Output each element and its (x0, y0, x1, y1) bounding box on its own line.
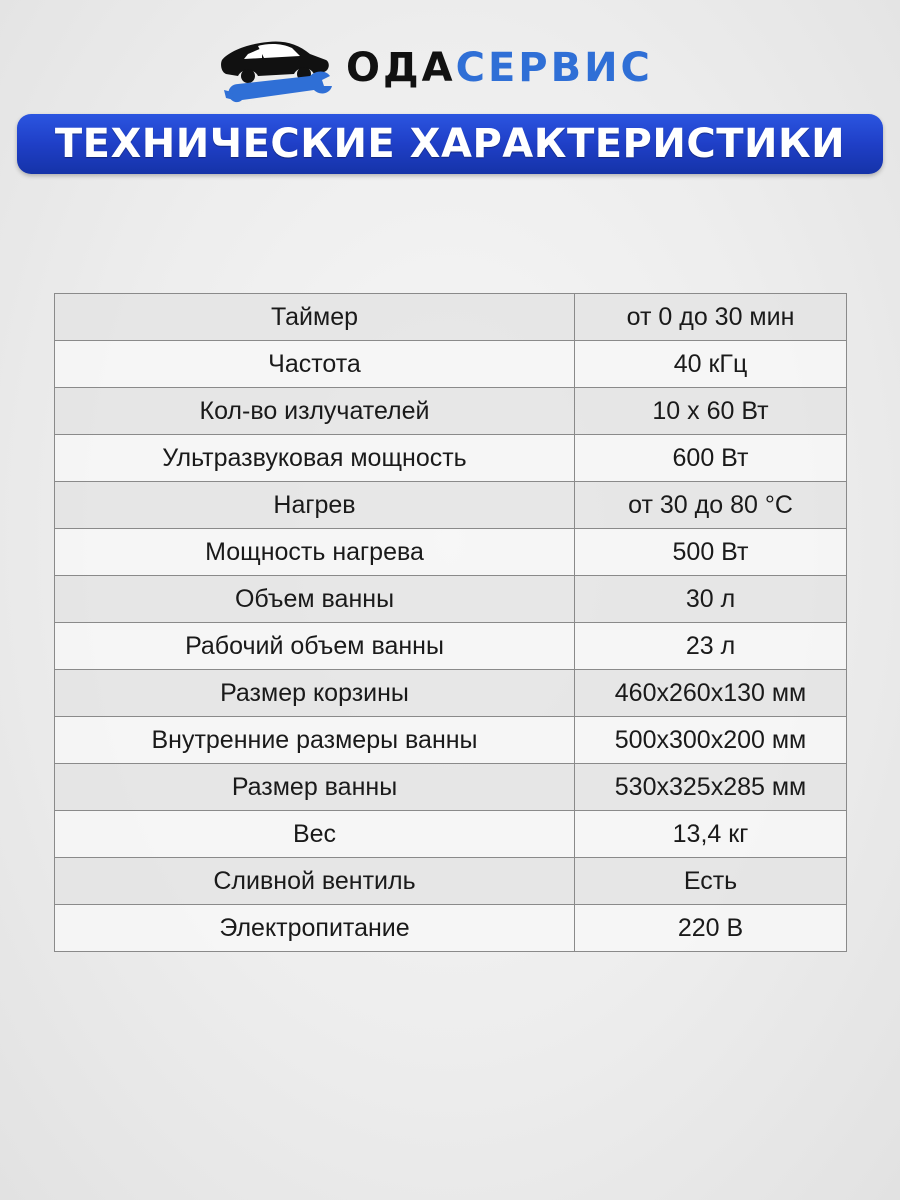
spec-name: Объем ванны (55, 576, 575, 623)
page-title: ТЕХНИЧЕСКИЕ ХАРАКТЕРИСТИКИ (54, 121, 846, 167)
table-row (55, 341, 847, 388)
spec-value: 23 л (575, 623, 847, 670)
spec-value: 600 Вт (575, 435, 847, 482)
spec-value: 500 Вт (575, 529, 847, 576)
table-row (55, 623, 847, 670)
brand-name-blue: СЕРВИС (455, 45, 653, 91)
spec-value: от 0 до 30 мин (575, 294, 847, 341)
spec-name: Таймер (55, 294, 575, 341)
spec-name: Частота (55, 341, 575, 388)
spec-name: Нагрев (55, 482, 575, 529)
brand-name (346, 44, 653, 92)
title-banner (17, 114, 883, 174)
spec-name: Мощность нагрева (55, 529, 575, 576)
table-row (55, 482, 847, 529)
spec-name: Кол-во излучателей (55, 388, 575, 435)
spec-value: 40 кГц (575, 341, 847, 388)
spec-value: 220 В (575, 905, 847, 952)
spec-name: Внутренние размеры ванны (55, 717, 575, 764)
table-row (55, 811, 847, 858)
spec-value: 530х325х285 мм (575, 764, 847, 811)
spec-value: от 30 до 80 °С (575, 482, 847, 529)
spec-name: Размер корзины (55, 670, 575, 717)
table-row (55, 388, 847, 435)
car-wrench-logo-icon (218, 30, 338, 108)
table-row (55, 905, 847, 952)
spec-name: Вес (55, 811, 575, 858)
table-row (55, 435, 847, 482)
brand-logo (218, 30, 688, 108)
table-row (55, 529, 847, 576)
spec-value: 460х260х130 мм (575, 670, 847, 717)
spec-name: Электропитание (55, 905, 575, 952)
table-row (55, 764, 847, 811)
spec-value: 30 л (575, 576, 847, 623)
spec-value: 13,4 кг (575, 811, 847, 858)
spec-value: 500х300х200 мм (575, 717, 847, 764)
table-row (55, 576, 847, 623)
spec-name: Размер ванны (55, 764, 575, 811)
table-row (55, 858, 847, 905)
spec-value: Есть (575, 858, 847, 905)
spec-name: Ультразвуковая мощность (55, 435, 575, 482)
spec-name: Сливной вентиль (55, 858, 575, 905)
table-row (55, 294, 847, 341)
specs-table (54, 293, 847, 952)
table-row (55, 717, 847, 764)
table-row (55, 670, 847, 717)
brand-name-dark: ОДА (346, 45, 456, 91)
spec-name: Рабочий объем ванны (55, 623, 575, 670)
spec-value: 10 х 60 Вт (575, 388, 847, 435)
